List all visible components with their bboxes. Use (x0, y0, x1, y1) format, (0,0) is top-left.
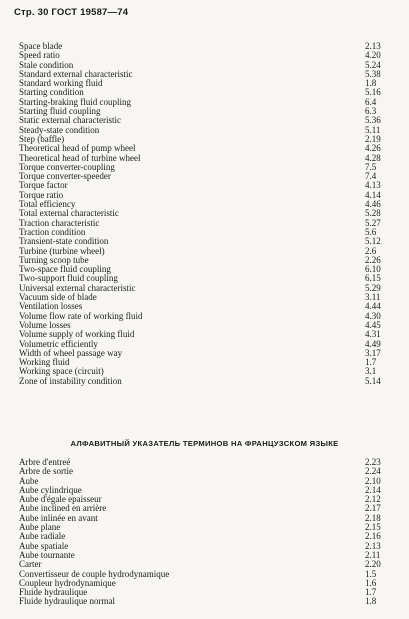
page-header: Стр. 30 ГОСТ 19587—74 (14, 7, 129, 18)
term-reference-number: 2.11 (365, 549, 381, 560)
term-reference-number: 2.13 (365, 41, 381, 51)
term-text: Volumetric efficiently (19, 338, 98, 349)
english-term-index (19, 42, 391, 386)
term-reference-number: 5.16 (365, 87, 381, 98)
english-index-entry (19, 377, 391, 386)
term-text: Total efficiency (19, 199, 76, 210)
term-reference-number: 1.8 (365, 596, 377, 607)
term-text: Theoretical head of turbine wheel (19, 152, 141, 163)
term-text: Width of wheel passage way (19, 347, 123, 358)
term-text: Step (baffle) (19, 133, 65, 144)
term-reference-number: 5.29 (365, 282, 381, 293)
term-text: Transient-state condition (19, 236, 109, 247)
term-reference-number: 4.31 (365, 329, 381, 340)
english-index-entry (19, 42, 391, 51)
term-reference-number: 2.20 (365, 559, 381, 570)
term-reference-number: 2.14 (365, 484, 381, 495)
term-text: Theoretical head of pump wheel (19, 143, 136, 154)
term-reference-number: 5.36 (365, 115, 381, 126)
term-text: Aube spatiale (19, 540, 69, 551)
term-reference-number: 5.38 (365, 68, 381, 79)
term-text: Aube inlinée en avant (19, 512, 98, 523)
term-reference-number: 1.6 (365, 577, 377, 588)
term-text: Carter (19, 559, 42, 570)
term-reference-number: 5.28 (365, 208, 381, 219)
term-text: Standard external characteristic (19, 68, 133, 79)
term-reference-number: 4.26 (365, 143, 381, 154)
term-text: Torque factor (19, 180, 68, 191)
term-reference-number: 4.45 (365, 319, 381, 330)
term-text: Zone of instability condition (19, 375, 122, 386)
term-reference-number: 5.12 (365, 236, 381, 247)
term-reference-number: 1.7 (365, 357, 377, 368)
term-text: Starting-braking fluid coupling (19, 96, 131, 107)
french-index-entry (19, 597, 391, 606)
term-reference-number: 2.13 (365, 540, 381, 551)
term-text: Aube cylindrique (19, 484, 82, 495)
term-text: Coupleur hydrodynamique (19, 577, 116, 588)
term-reference-number: 4.28 (365, 152, 381, 163)
term-text: Ventilation losses (19, 301, 83, 312)
term-text: Volume losses (19, 319, 71, 330)
term-reference-number: 1.8 (365, 78, 377, 89)
term-text: Aube tournante (19, 549, 75, 560)
term-text: Working fluid (19, 357, 70, 368)
term-text: Volume supply of working fluid (19, 329, 135, 340)
term-text: Convertisseur de couple hydrodynamique (19, 568, 170, 579)
term-reference-number: 2.6 (365, 245, 377, 256)
term-reference-number: 2.24 (365, 466, 381, 477)
term-reference-number: 4.14 (365, 189, 381, 200)
term-text: Aube radiale (19, 531, 66, 542)
term-reference-number: 5.27 (365, 217, 381, 228)
term-reference-number: 1.5 (365, 568, 377, 579)
term-text: Steady-state condition (19, 124, 100, 135)
term-reference-number: 2.23 (365, 457, 381, 467)
term-reference-number: 1.7 (365, 587, 377, 598)
term-reference-number: 4.49 (365, 338, 381, 349)
french-index-entry (19, 523, 391, 532)
term-text: Two-space fluid coupling (19, 264, 111, 275)
term-reference-number: 5.11 (365, 124, 381, 135)
term-text: Vacuum side of blade (19, 292, 97, 303)
term-reference-number: 3.11 (365, 292, 381, 303)
term-reference-number: 4.44 (365, 301, 381, 312)
french-index-entry (19, 532, 391, 541)
term-text: Working space (circuit) (19, 366, 104, 377)
term-text: Turbine (turbine wheel) (19, 245, 105, 256)
term-reference-number: 6.15 (365, 273, 381, 284)
english-index-entry (19, 172, 391, 181)
term-reference-number: 6.10 (365, 264, 381, 275)
english-index-entry (19, 312, 391, 321)
term-text: Aube (19, 475, 39, 486)
term-text: Arbre d'entreé (19, 457, 71, 467)
term-text: Torque ratio (19, 189, 64, 200)
term-text: Starting fluid coupling (19, 106, 101, 117)
term-text: Torque converter-coupling (19, 161, 115, 172)
term-text: Universal external characteristic (19, 282, 136, 293)
term-text: Fluide hydraulique normal (19, 596, 115, 607)
english-index-entry (19, 349, 391, 358)
english-index-entry (19, 51, 391, 60)
term-text: Fluide hydraulique (19, 587, 88, 598)
term-reference-number: 2.15 (365, 522, 381, 533)
term-text: Two-support fluid coupling (19, 273, 118, 284)
term-text: Aube plane (19, 522, 61, 533)
term-text: Turning scoop tube (19, 254, 89, 265)
term-reference-number: 6.3 (365, 106, 377, 117)
term-reference-number: 3.17 (365, 347, 381, 358)
term-text: Static external characteristic (19, 115, 121, 126)
term-text: Space blade (19, 41, 63, 51)
french-index-entry (19, 458, 391, 467)
term-reference-number: 2.12 (365, 494, 381, 505)
french-index-entry (19, 514, 391, 523)
term-reference-number: 7.5 (365, 161, 377, 172)
term-reference-number: 5.6 (365, 226, 377, 237)
term-reference-number: 2.19 (365, 133, 381, 144)
term-text: Aube d'égale epaisseur (19, 494, 102, 505)
term-text: Speed ratio (19, 50, 60, 61)
english-index-entry (19, 126, 391, 135)
term-reference-number: 2.17 (365, 503, 381, 514)
term-text: Volume flow rate of working fluid (19, 310, 143, 321)
english-index-entry (19, 181, 391, 190)
term-reference-number: 2.26 (365, 254, 381, 265)
term-reference-number: 3.1 (365, 366, 377, 377)
french-index-entry (19, 551, 391, 560)
term-reference-number: 2.10 (365, 475, 381, 486)
term-reference-number: 5.24 (365, 59, 381, 70)
term-reference-number: 6.4 (365, 96, 377, 107)
french-index-title: АЛФАВИТНЫЙ УКАЗАТЕЛЬ ТЕРМИНОВ НА ФРАНЦУЗСКОМ ЯЗЫКЕ (70, 439, 339, 448)
term-text: Standard working fluid (19, 78, 103, 89)
term-text: Traction characteristic (19, 217, 100, 228)
term-reference-number: 2.16 (365, 531, 381, 542)
term-text: Arbre de sortie (19, 466, 73, 477)
french-index-entry (19, 467, 391, 476)
term-text: Torque converter-speeder (19, 171, 111, 182)
french-term-index (19, 458, 391, 607)
term-text: Total external characteristic (19, 208, 119, 219)
term-text: Aube inclined en arrière (19, 503, 107, 514)
term-reference-number: 4.13 (365, 180, 381, 191)
term-reference-number: 7.4 (365, 171, 377, 182)
term-reference-number: 4.30 (365, 310, 381, 321)
term-text: Traction condition (19, 226, 86, 237)
term-reference-number: 4.46 (365, 199, 381, 210)
term-reference-number: 2.18 (365, 512, 381, 523)
term-reference-number: 5.14 (365, 375, 381, 386)
term-text: Starting condition (19, 87, 84, 98)
term-reference-number: 4.20 (365, 50, 381, 61)
term-text: Stale condition (19, 59, 74, 70)
